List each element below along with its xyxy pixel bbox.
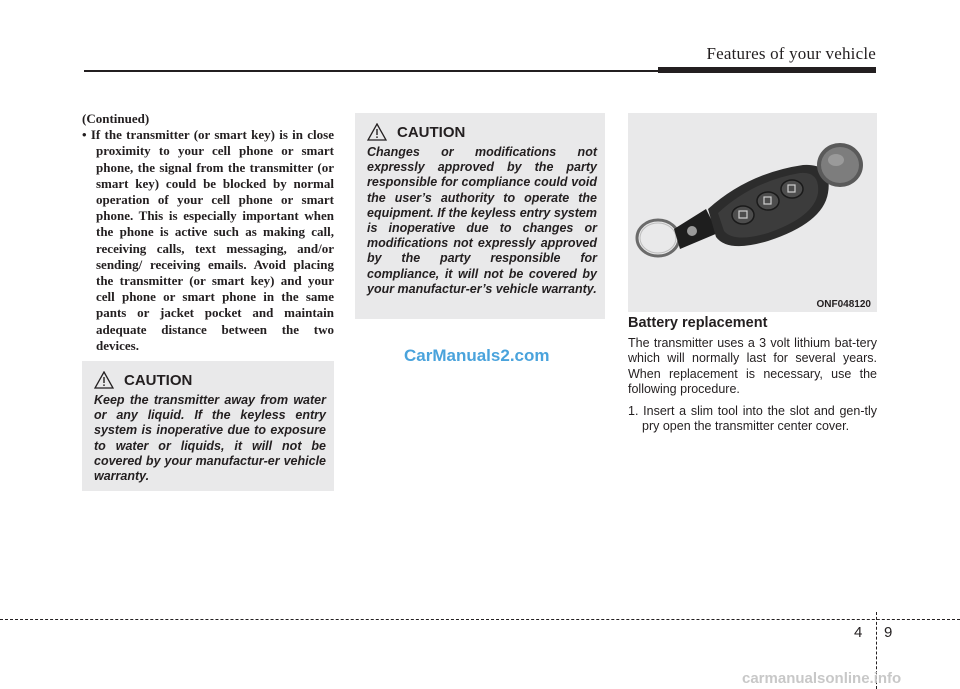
right-column: [628, 336, 877, 440]
warning-triangle-icon: [367, 123, 387, 141]
caution-body: Changes or modifications not expressly approved by the party responsible for compliance could void the user’s authority to operate the equipment. If the keyless entry system is inoperative due to changes or modifications not expressly approved by the party responsible for compliance, it will not be covered by your manufactur-er’s vehicle warranty.: [367, 145, 597, 296]
page-number: 9: [884, 624, 893, 641]
section-title: Battery replacement: [628, 315, 768, 331]
bullet-symbol: •: [82, 127, 87, 143]
warning-triangle-icon: [94, 371, 114, 389]
transmitter-illustration: [628, 113, 877, 312]
caution-header: [94, 371, 326, 389]
header-rule-accent: [658, 67, 876, 73]
figure-code: ONF048120: [816, 299, 871, 310]
procedure-step-1: 1. Insert a slim tool into the slot and gen-tly pry open the transmitter center cover.: [628, 403, 877, 434]
footer-rule: [0, 619, 960, 620]
caution-header: [367, 123, 597, 141]
caution-title: CAUTION: [397, 123, 466, 141]
caution-title: CAUTION: [124, 371, 193, 389]
battery-intro: The transmitter uses a 3 volt lithium bat-tery which will normally last for several years. When replacement is necessary, use the following procedure.: [628, 336, 877, 397]
site-watermark: carmanualsonline.info: [742, 670, 902, 687]
key-fob-icon: [628, 113, 877, 312]
chapter-number: 4: [854, 624, 863, 641]
caution-box-modifications: [355, 113, 605, 319]
left-column: [82, 111, 334, 354]
caution-box-water: [82, 361, 334, 491]
caution-body: Keep the transmitter away from water or any liquid. If the keyless entry system is inoperative due to exposure to water or liquids, it will not be covered by your manufactur-er vehicle warranty.: [94, 393, 326, 484]
carmanuals-watermark: CarManuals2.com: [404, 346, 550, 365]
bullet-text: If the transmitter (or smart key) is in close proximity to your cell phone or smart phone, the signal from the transmitter (or smart key) could be blocked by normal operation of your cell phone or smart phone. This is especially important when the phone is active such as making call, receiving calls, text messaging, and/or sending/ receiving emails. Avoid placing the transmitter (or smart key) and your cell phone or smart phone in the same pants or jacket pocket and maintain adequate distance between the two devices.: [90, 127, 334, 353]
bullet-paragraph: [82, 127, 334, 354]
header-title: Features of your vehicle: [706, 44, 876, 63]
continued-label: (Continued): [82, 111, 150, 126]
